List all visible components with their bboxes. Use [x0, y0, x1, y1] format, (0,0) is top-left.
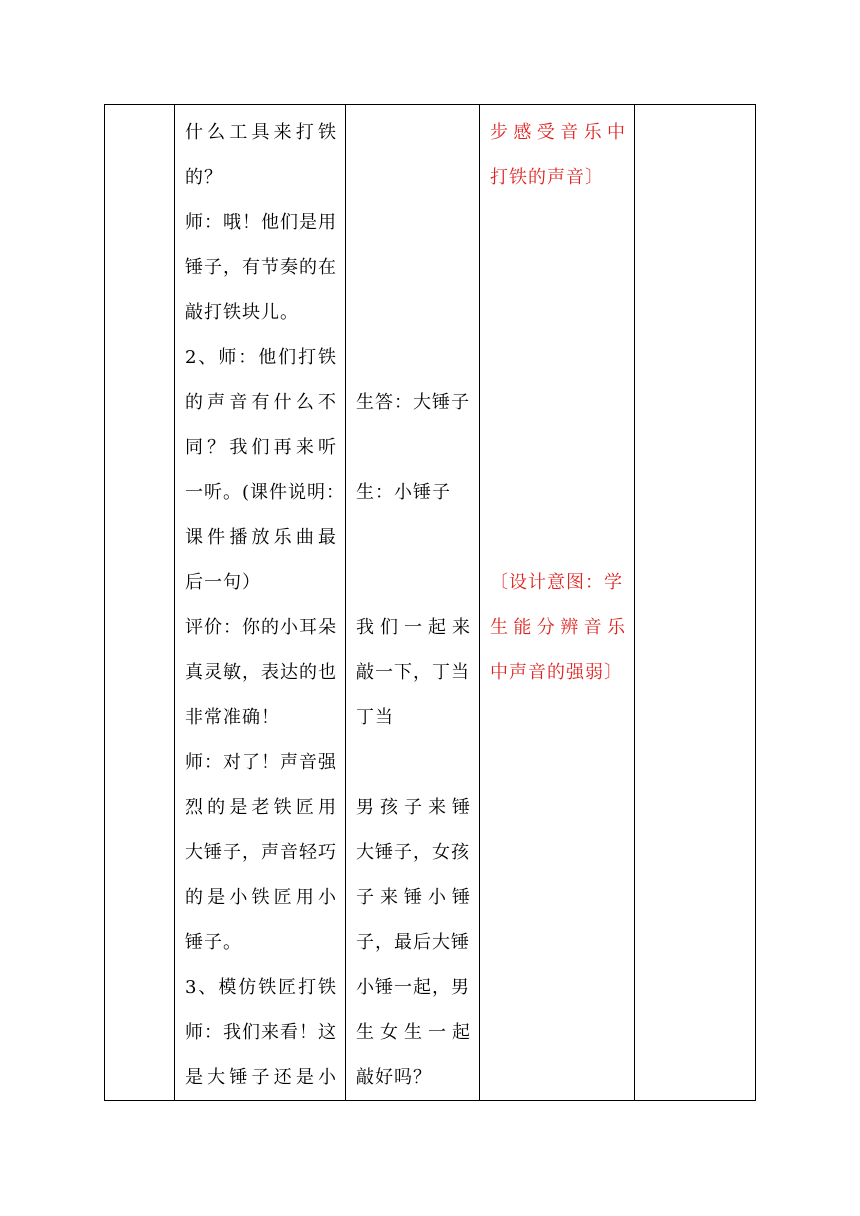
teacher-line: 评价：你的小耳朵	[185, 617, 337, 638]
teacher-line: 大锤子，声音轻巧	[185, 842, 337, 863]
teacher-line: 3、模仿铁匠打铁	[185, 977, 337, 998]
teacher-line: 后一句）	[185, 572, 261, 593]
teacher-line: 敲打铁块儿。	[185, 302, 299, 323]
table-cell-student-activity	[346, 105, 480, 1101]
table-cell-design-intent	[480, 105, 635, 1101]
student-line: 男孩子来锤	[356, 797, 471, 818]
student-line: 大锤子，女孩	[356, 842, 470, 863]
design-intent-line: 生能分辨音乐	[490, 617, 626, 638]
student-line: 子，最后大锤	[356, 932, 470, 953]
student-activity-text	[346, 105, 479, 1100]
teacher-line: 师：哦！他们是用	[185, 212, 337, 233]
table-cell-teacher-activity	[175, 105, 346, 1101]
student-line: 子来锤小锤	[356, 887, 471, 908]
teacher-line: 烈的是老铁匠用	[185, 797, 337, 818]
teacher-line: 非常准确！	[185, 707, 280, 728]
student-line: 生：小锤子	[356, 482, 451, 503]
design-intent-line: 打铁的声音〕	[490, 167, 604, 188]
student-line: 敲好吗？	[356, 1067, 432, 1088]
teacher-line: 师：我们来看！这	[185, 1022, 337, 1043]
teacher-line: 锤子。	[185, 932, 242, 953]
student-line: 生答：大锤子	[356, 392, 470, 413]
student-line: 小锤一起，男	[356, 977, 470, 998]
student-line: 丁当	[356, 707, 394, 728]
teacher-line: 的？	[185, 167, 223, 188]
teacher-line: 什么工具来打铁	[185, 122, 337, 143]
design-intent-text	[480, 105, 634, 695]
teacher-line: 师：对了！声音强	[185, 752, 337, 773]
lesson-plan-table	[104, 104, 756, 1101]
teacher-line: 一听。(课件说明：	[185, 482, 346, 503]
teacher-activity-text	[175, 105, 345, 1100]
table-row	[105, 105, 756, 1101]
teacher-line: 锤子，有节奏的在	[185, 257, 337, 278]
teacher-line: 是大锤子还是小	[185, 1067, 337, 1088]
teacher-line: 的是小铁匠用小	[185, 887, 337, 908]
student-line: 我们一起来	[356, 617, 471, 638]
student-line: 生女生一起	[356, 1022, 471, 1043]
student-line: 敲一下，丁当	[356, 662, 470, 683]
table-cell-col5	[635, 105, 756, 1101]
teacher-line: 的声音有什么不	[185, 392, 337, 413]
design-intent-line: 中声音的强弱〕	[490, 662, 623, 683]
teacher-line: 2、师：他们打铁	[185, 347, 337, 368]
teacher-line: 真灵敏，表达的也	[185, 662, 337, 683]
teacher-line: 课件播放乐曲最	[185, 527, 337, 548]
design-intent-line: 步感受音乐中	[490, 122, 626, 143]
table-cell-col1	[105, 105, 175, 1101]
teacher-line: 同？我们再来听	[185, 437, 337, 458]
design-intent-line: 〔设计意图：学	[490, 572, 623, 593]
